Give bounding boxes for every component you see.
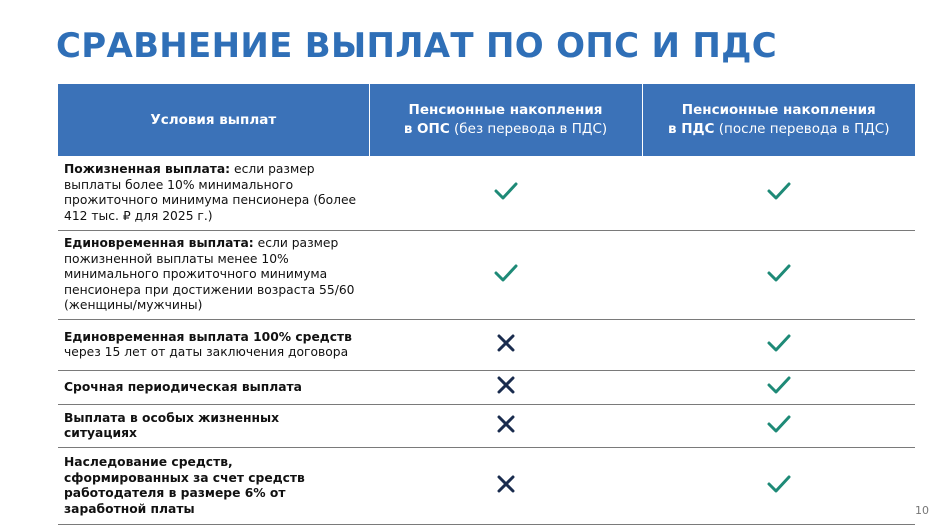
pds-mark-cell [642,231,915,320]
check-icon [493,180,519,207]
check-icon [766,180,792,207]
ops-mark-cell [369,448,642,525]
table-row [58,156,915,231]
table-row [58,371,915,405]
check-icon [766,332,792,359]
comparison-table [58,84,915,525]
condition-cell: Выплата в особых жизненных ситуациях [58,405,369,448]
ops-mark-cell [369,320,642,371]
check-icon [493,262,519,289]
cross-icon [493,413,519,440]
pds-mark-cell [642,371,915,405]
table-row [58,448,915,525]
pds-mark-cell [642,448,915,525]
pds-mark-cell [642,320,915,371]
condition-cell: Единовременная выплата: если размер пожизненной выплаты менее 10% минимального прожиточного минимума пенсионера при достижении возраста 55/60 (женщины/мужчины) [58,231,369,320]
table-row [58,231,915,320]
check-icon [766,413,792,440]
condition-cell: Единовременная выплата 100% средств через 15 лет от даты заключения договора [58,320,369,371]
condition-cell: Срочная периодическая выплата [58,371,369,405]
check-icon [766,473,792,500]
page-number: 10 [915,504,929,517]
header-conditions: Условия выплат [58,84,369,156]
check-icon [766,374,792,401]
table-header-row [58,84,915,156]
ops-mark-cell [369,405,642,448]
table-row [58,405,915,448]
check-icon [766,262,792,289]
table-row [58,320,915,371]
cross-icon [493,473,519,500]
condition-cell: Пожизненная выплата: если размер выплаты более 10% минимального прожиточного минимума пенсионера (более 412 тыс. ₽ для 2025 г.) [58,156,369,231]
condition-cell: Наследование средств, сформированных за счет средств работодателя в размере 6% от заработной платы [58,448,369,525]
pds-mark-cell [642,156,915,231]
ops-mark-cell [369,231,642,320]
ops-mark-cell [369,156,642,231]
page-title: СРАВНЕНИЕ ВЫПЛАТ ПО ОПС И ПДС [56,26,777,66]
header-ops: Пенсионные накопления в ОПС (без перевода в ПДС) [369,84,642,156]
header-pds: Пенсионные накопления в ПДС (после перевода в ПДС) [642,84,915,156]
pds-mark-cell [642,405,915,448]
ops-mark-cell [369,371,642,405]
cross-icon [493,374,519,401]
cross-icon [493,332,519,359]
